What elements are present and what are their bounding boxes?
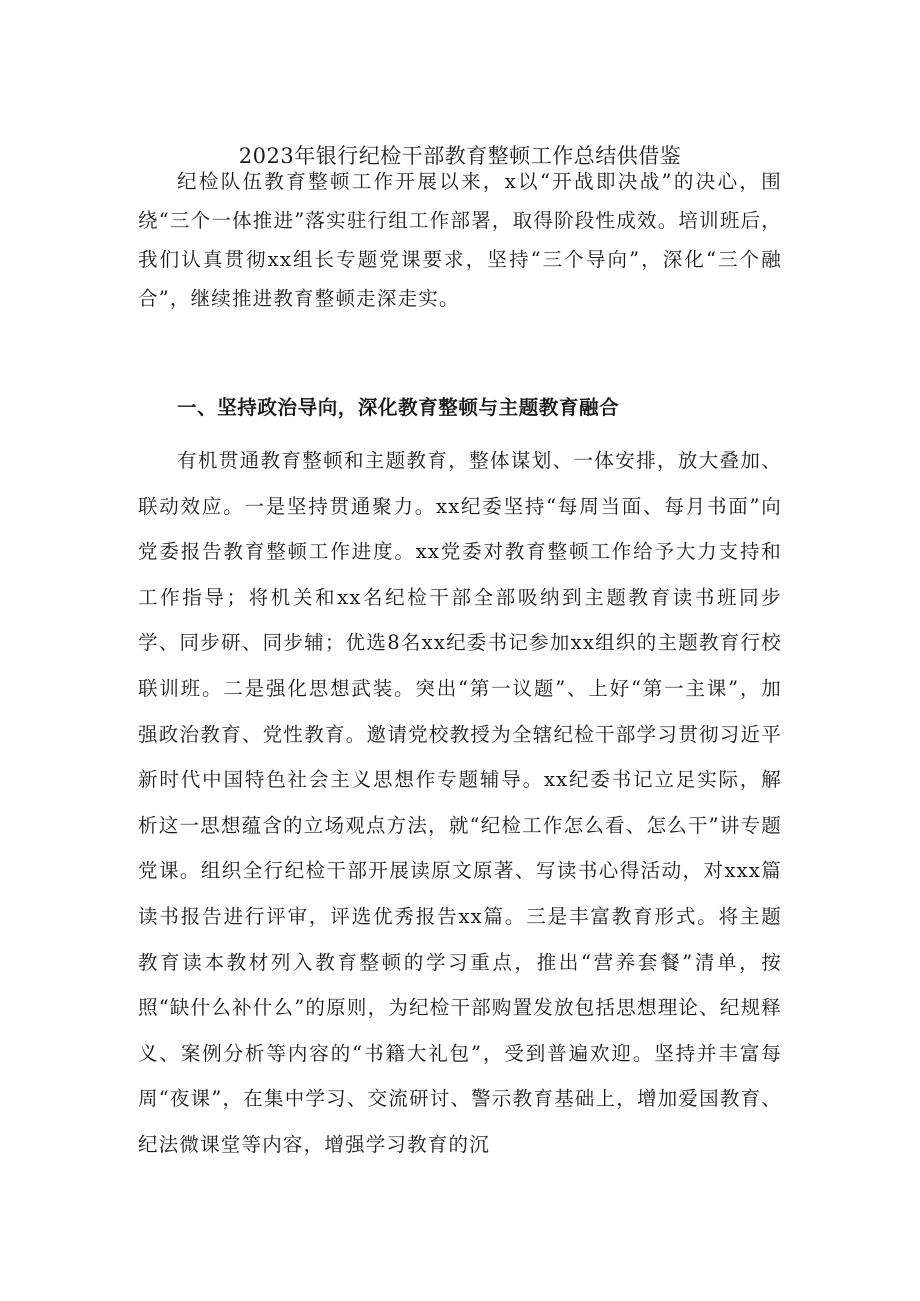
- section-heading: 一、坚持政治导向，深化教育整顿与主题教育融合: [177, 396, 620, 419]
- document-title: 2023年银行纪检干部教育整顿工作总结供借鉴: [238, 144, 682, 168]
- section-paragraph: 有机贯通教育整顿和主题教育，整体谋划、一体安排，放大叠加、联动效应。一是坚持贯通聚力。xx纪委坚持“每周当面、每月书面”向党委报告教育整顿工作进度。xx党委对教育整顿工作给予大力支持和工作指导；将机关和xx名纪检干部全部吸纳到主题教育读书班同步学、同步研、同步辅；优选8名xx纪委书记参加xx组织的主题教育行校联训班。二是强化思想武装。突出“第一议题”、上好“第一主课”，加强政治教育、党性教育。邀请党校教授为全辖纪检干部学习贯彻习近平新时代中国特色社会主义思想作专题辅导。xx纪委书记立足实际，解析这一思想蕴含的立场观点方法，就“纪检工作怎么看、怎么干”讲专题党课。组织全行纪检干部开展读原文原著、写读书心得活动，对xxx篇读书报告进行评审，评选优秀报告xx篇。三是丰富教育形式。将主题教育读本教材列入教育整顿的学习重点，推出“营养套餐”清单，按照“缺什么补什么”的原则，为纪检干部购置发放包括思想理论、纪规释义、案例分析等内容的“书籍大礼包”，受到普遍欢迎。坚持并丰富每周“夜课”，在集中学习、交流研讨、警示教育基础上，增加爱国教育、纪法微课堂等内容，增强学习教育的沉: [138, 449, 782, 1156]
- intro-paragraph: 纪检队伍教育整顿工作开展以来，x以“开战即决战”的决心，围绕“三个一体推进”落实驻行组工作部署，取得阶段性成效。培训班后，我们认真贯彻xx组长专题党课要求，坚持“三个导向”，深化“三个融合”，继续推进教育整顿走深走实。: [138, 170, 782, 310]
